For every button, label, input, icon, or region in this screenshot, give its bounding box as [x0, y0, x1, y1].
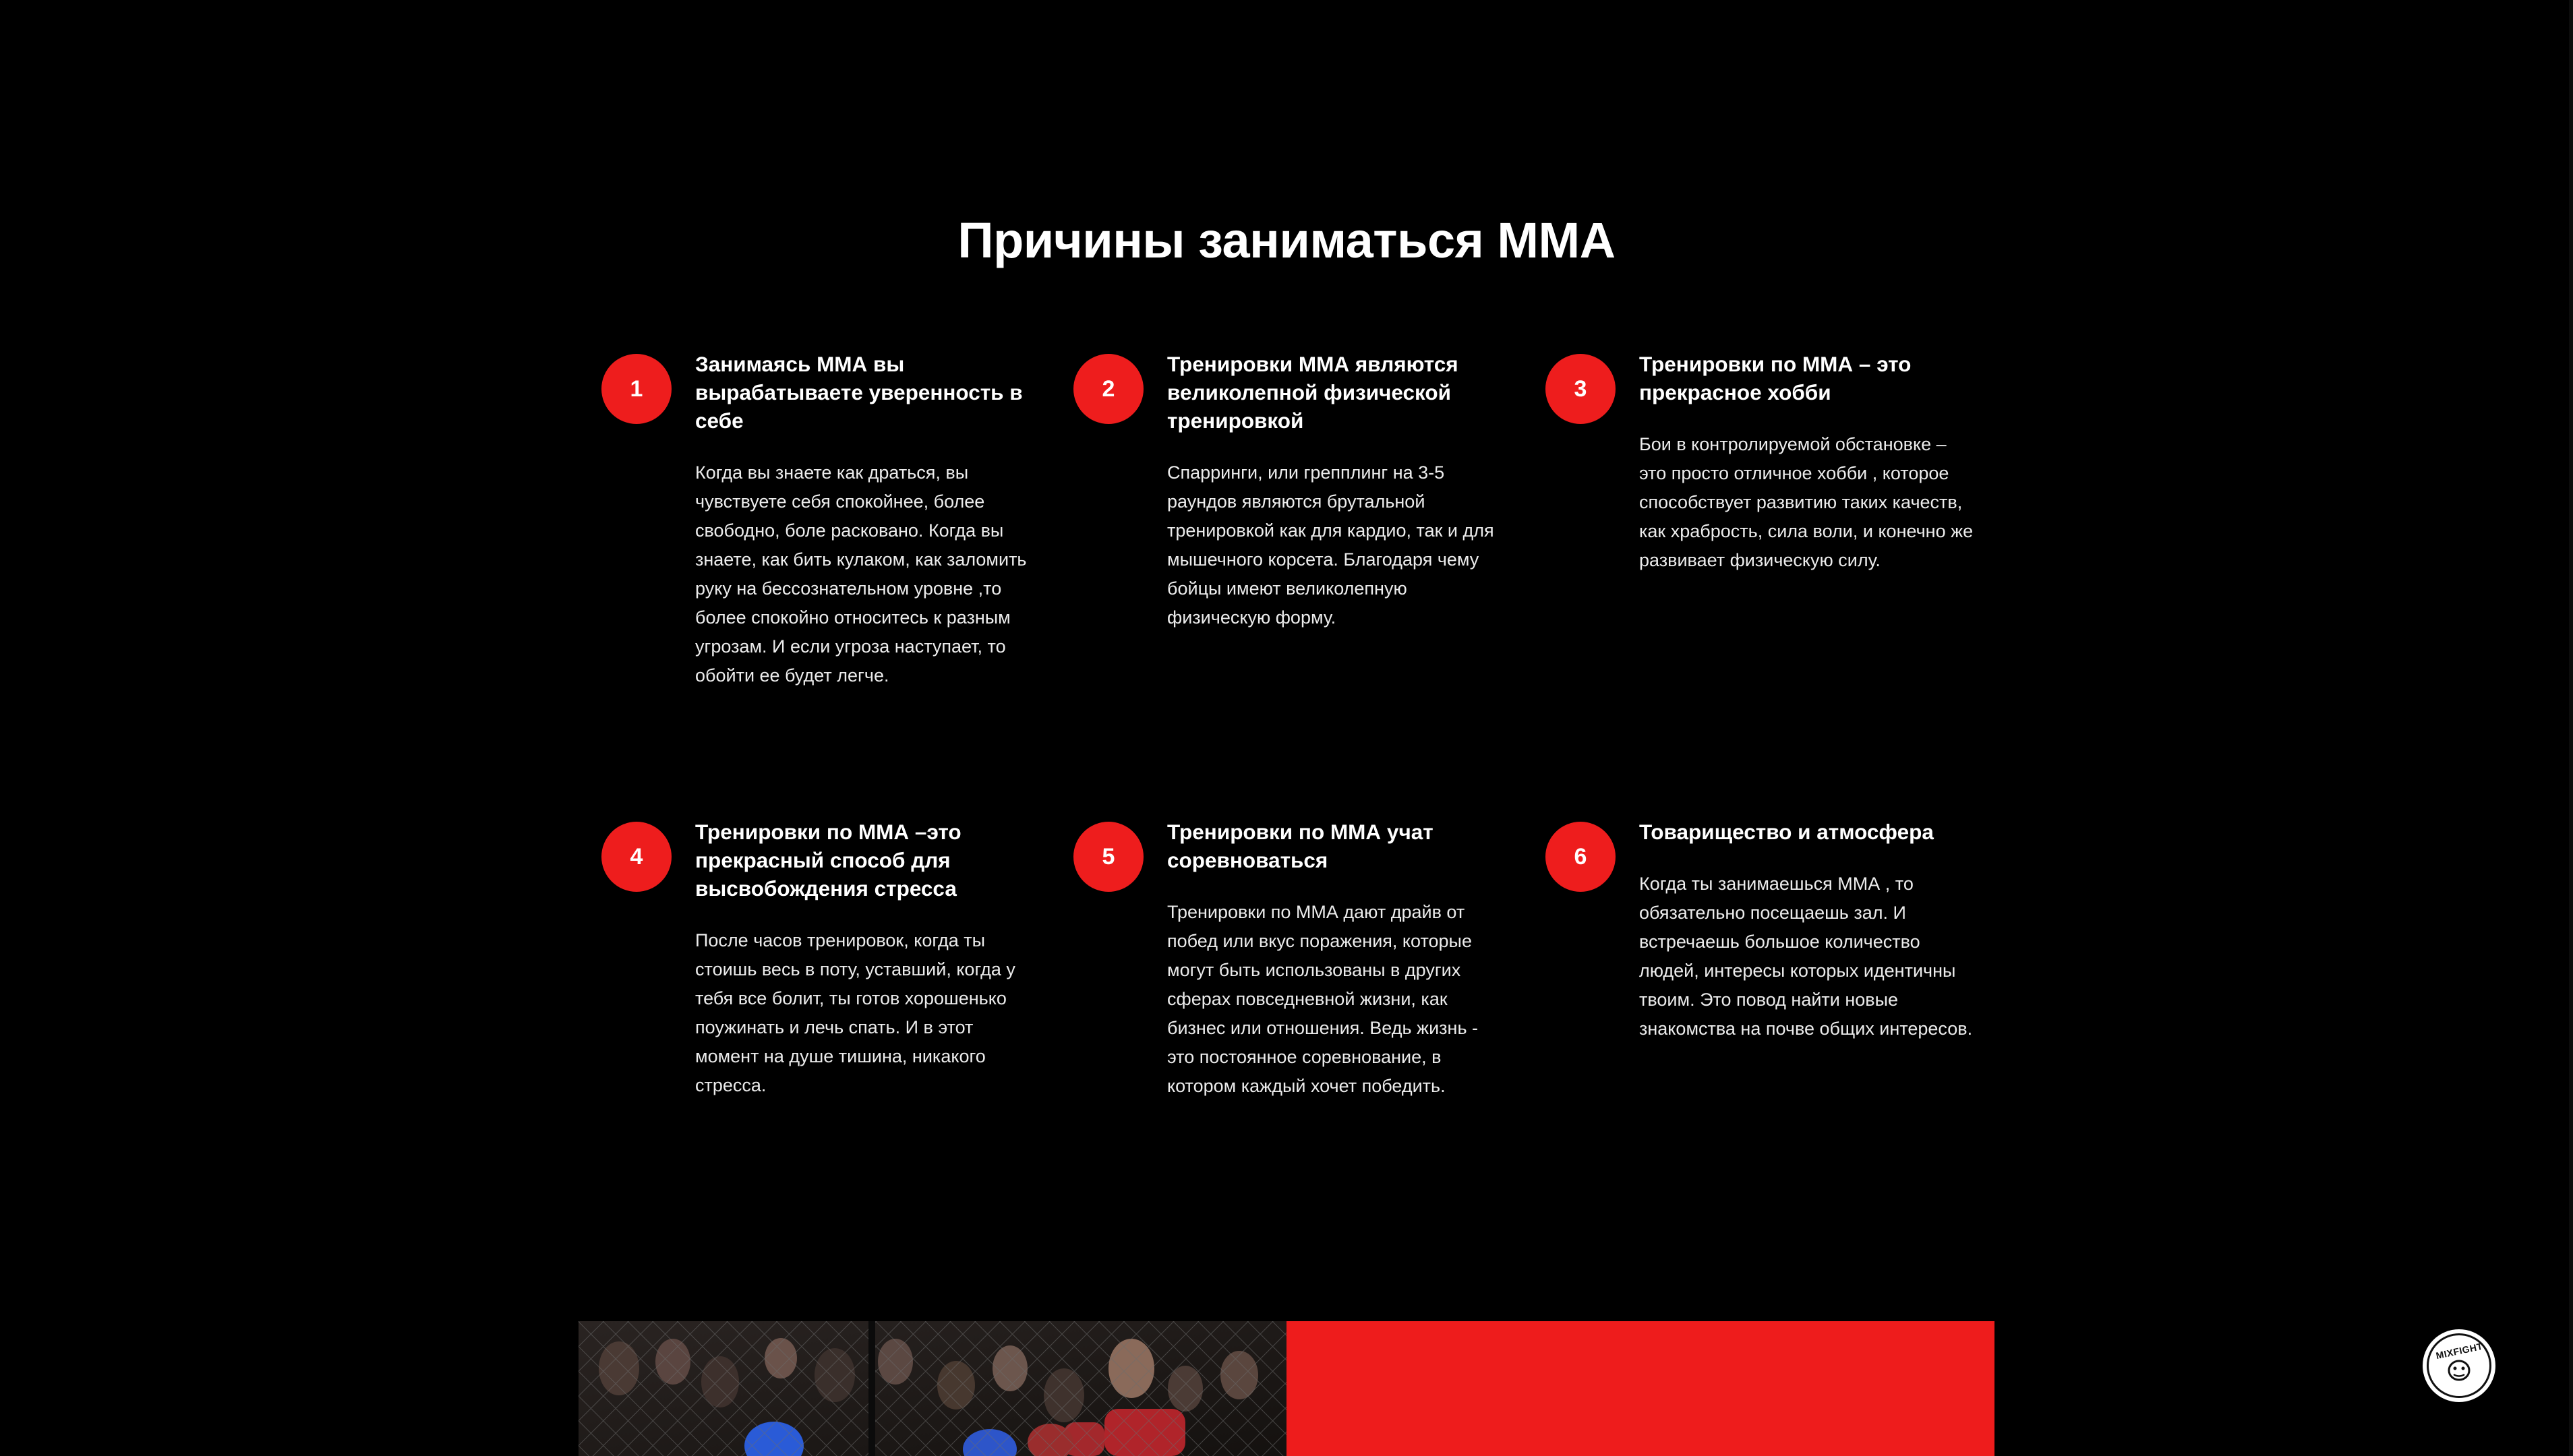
red-banner-panel	[1286, 1321, 1994, 1456]
reason-text: Бои в контролируемой обстановке – это просто отличное хобби , которое способствует развитию таких качеств, как храбрость, сила воли, и конечно же развивает физическую силу.	[1639, 434, 1974, 570]
reason-item-4	[601, 822, 1033, 1199]
reason-title: Занимаясь ММА вы вырабатываете уверенность в себе	[695, 352, 1023, 433]
reason-text: Когда ты занимаешься ММА , то обязательно посещаешь зал. И встречаешь большое количество людей, интересы которых идентичны твоим. Это повод найти новые знакомства на почве общих интересов.	[1639, 874, 1973, 1039]
reason-title: Тренировки по ММА учат соревноваться	[1167, 820, 1433, 872]
reason-title: Тренировки по ММА –это прекрасный способ для высвобождения стресса	[695, 820, 962, 901]
reason-item-1	[601, 354, 1033, 731]
reason-number-badge: 5	[1073, 822, 1144, 892]
reason-item-2	[1073, 354, 1505, 731]
logo-text: MIXFIGHT	[2434, 1340, 2484, 1362]
reason-text: Спарринги, или грепплинг на 3-5 раундов являются брутальной тренировкой как для кардио, так и для мышечного корсета. Благодаря чему бойцы имеют великолепную физическую форму.	[1167, 462, 1494, 628]
page-title: Причины заниматься ММА	[957, 212, 1616, 269]
reason-text: Когда вы знаете как драться, вы чувствуете себя спокойнее, более свободно, боле расковано. Когда вы знаете, как бить кулаком, как заломить руку на бессознательном уровне ,то более спокойно относитесь к разным угрозам. И если угроза наступает, то обойти ее будет легче.	[695, 462, 1027, 686]
reason-title: Товарищество и атмосфера	[1639, 820, 1934, 844]
reason-number-badge: 6	[1545, 822, 1616, 892]
reason-text: Тренировки по ММА дают драйв от побед или вкус поражения, которые могут быть использованы в других сферах повседневной жизни, как бизнес или отношения. Ведь жизнь - это постоянное соревнование, в котором каждый хочет победить.	[1167, 902, 1479, 1096]
mixfight-logo-button[interactable]	[2423, 1329, 2495, 1402]
reason-number-badge: 2	[1073, 354, 1144, 424]
reason-item-5	[1073, 822, 1505, 1199]
fighter-face-icon	[2446, 1359, 2473, 1382]
reason-number-badge: 1	[601, 354, 672, 424]
reason-item-3	[1545, 354, 1977, 731]
reason-title: Тренировки ММА являются великолепной физической тренировкой	[1167, 352, 1458, 433]
scrollbar[interactable]	[2569, 0, 2573, 1456]
reason-item-6	[1545, 822, 1977, 1199]
logo-icon	[2427, 1333, 2491, 1398]
mma-cage-photo	[579, 1321, 1286, 1456]
reason-number-badge: 4	[601, 822, 672, 892]
reason-title: Тренировки по ММА – это прекрасное хобби	[1639, 352, 1912, 404]
reason-text: После часов тренировок, когда ты стоишь весь в поту, уставший, когда у тебя все болит, ты готов хорошенько поужинать и лечь спать. И в этот момент на душе тишина, никакого стресса.	[695, 930, 1015, 1095]
reason-number-badge: 3	[1545, 354, 1616, 424]
